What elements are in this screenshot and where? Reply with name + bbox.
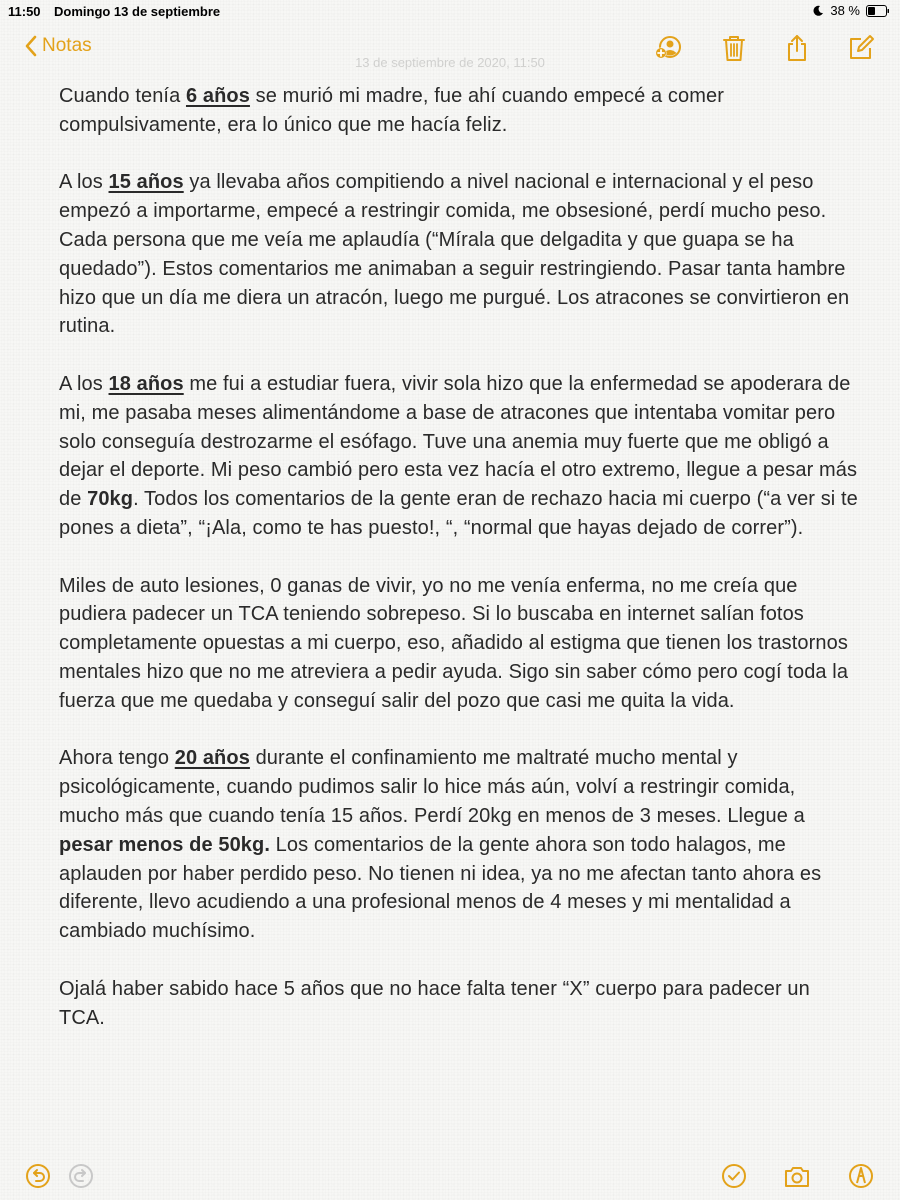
- undo-icon[interactable]: [24, 1162, 52, 1190]
- battery-icon: [866, 5, 890, 17]
- back-button-label: Notas: [42, 35, 92, 56]
- status-indicators: [812, 3, 890, 18]
- age-highlight: 20 años: [174, 747, 250, 770]
- bold-weight: pesar menos de 50kg.: [59, 833, 270, 856]
- note-paragraph-5: Ahora tengo 20 años durante el confinamiento me maltraté mucho mental y psicológicamente, cuando pudimos salir lo hice más aún, volví a restringir comida, mucho más que cuando tenía 15 años. Perdí 20kg en menos de 3 meses. Llegue a pesar menos de 50kg. Los comentarios de la gente ahora son todo halagos, me aplauden por haber perdido peso. No tienen ni idea, ya no me afectan tanto ahora es diferente, llevo acudiendo a una profesional menos de 4 meses y mi mentalidad a cambiado muchísimo.: [59, 747, 822, 943]
- camera-icon[interactable]: [783, 1162, 811, 1190]
- note-paragraph-2: A los 15 años ya llevaba años compitiendo a nivel nacional e internacional y el peso empezó a importarme, empecé a restringir comida, me obsesioné, perdí mucho peso. Cada persona que me veía me aplaudía (“Mírala que delgadita y que guapa se ha quedado”). Estos comentarios me animaban a seguir restringiendo. Pasar tanta hambre hizo que un día me diera un atracón, luego me purgué. Los atracones se convirtieron en rutina.: [59, 171, 850, 338]
- note-paragraph-1: Cuando tenía 6 años se murió mi madre, fue ahí cuando empecé a comer compulsivamente, era lo único que me hacía feliz.: [59, 85, 724, 136]
- note-body[interactable]: [59, 82, 859, 1061]
- checklist-icon[interactable]: [720, 1162, 748, 1190]
- age-highlight: 6 años: [185, 85, 250, 107]
- age-highlight: 15 años: [108, 171, 184, 194]
- bold-weight: 70kg: [87, 488, 134, 511]
- moon-icon: [812, 5, 824, 17]
- age-highlight: 18 años: [108, 372, 184, 395]
- note-date: 13 de septiembre de 2020, 11:50: [355, 55, 545, 70]
- battery-percentage: 38 %: [830, 3, 860, 18]
- markup-icon[interactable]: [847, 1162, 875, 1190]
- note-paragraph-3: A los 18 años me fui a estudiar fuera, vivir sola hizo que la enfermedad se apoderara de mi, me pasaba meses alimentándome a base de atracones que intentaba vomitar pero solo conseguía destrozarme el esófago. Tuve una anemia muy fuerte que me obligó a dejar el deporte. Mi peso cambió pero esta vez hacía el otro extremo, llegue a pesar más de 70kg. Todos los comentarios de la gente eran de rechazo hacia mi cuerpo (“a ver si te pones a dieta”, “¡Ala, como te has puesto!, “, “normal que hayas dejado de correr”).: [59, 372, 858, 539]
- note-paragraph-4: Miles de auto lesiones, 0 ganas de vivir, yo no me venía enferma, no me creía que pudiera padecer un TCA teniendo sobrepeso. Si lo buscaba en internet salían fotos completamente opuestas a mi cuerpo, eso, añadido al estigma que tienen los trastornos mentales hizo que no me atreviera a pedir ayuda. Sigo sin saber cómo pero cogí toda la fuerza que me quedaba y conseguí salir del pozo que casi me quita la vida.: [59, 574, 849, 712]
- note-paragraph-6: Ojalá haber sabido hace 5 años que no hace falta tener “X” cuerpo para padecer un TCA.: [59, 977, 810, 1029]
- bottom-toolbar: [0, 1150, 900, 1200]
- redo-icon[interactable]: [67, 1162, 95, 1190]
- status-time: 11:50: [8, 4, 41, 19]
- status-date: Domingo 13 de septiembre: [54, 4, 221, 19]
- status-bar: [0, 0, 900, 24]
